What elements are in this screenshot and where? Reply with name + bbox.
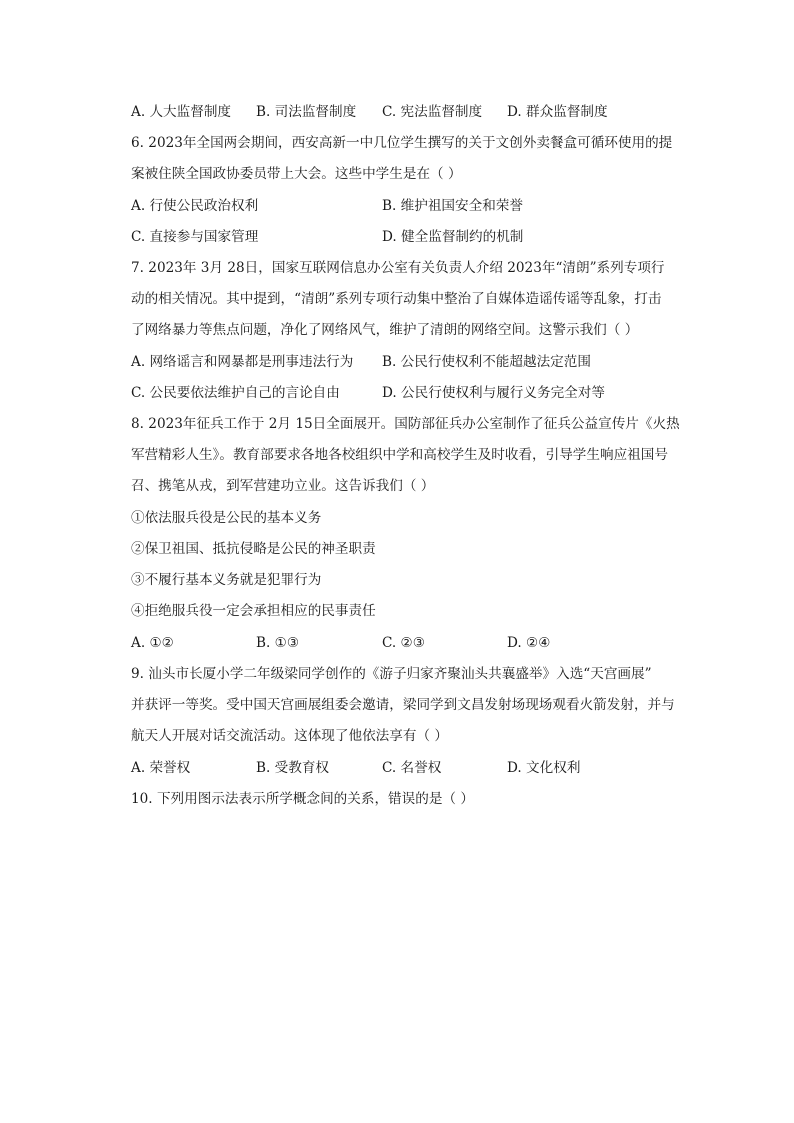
q8-option-c[interactable]: C. ②③ xyxy=(382,635,425,651)
q7-option-d[interactable]: D. 公民行使权利与履行义务完全对等 xyxy=(382,385,605,401)
q9-option-a[interactable]: A. 荣誉权 xyxy=(131,760,191,776)
q6-option-d[interactable]: D. 健全监督制约的机制 xyxy=(382,229,524,245)
q6-option-c[interactable]: C. 直接参与国家管理 xyxy=(131,229,259,245)
q9-stem-line-3: 航天人开展对话交流活动。这体现了他依法享有（ ） xyxy=(131,728,448,744)
q9-option-d[interactable]: D. 文化权利 xyxy=(507,760,581,776)
q9-option-b[interactable]: B. 受教育权 xyxy=(256,760,330,776)
q7-option-a[interactable]: A. 网络谣言和网暴都是刑事违法行为 xyxy=(131,354,354,370)
q7-stem-line-1: 7. 2023年 3月 28日，国家互联网信息办公室有关负责人介绍 2023年“清朗”系列专项行 xyxy=(131,260,665,276)
q8-statement-1: ①依法服兵役是公民的基本义务 xyxy=(131,510,322,526)
q8-stem-line-3: 召、携笔从戎，到军营建功立业。这告诉我们（ ） xyxy=(131,478,435,494)
q6-option-a[interactable]: A. 行使公民政治权利 xyxy=(131,198,259,214)
q8-statement-2: ②保卫祖国、抵抗侵略是公民的神圣职责 xyxy=(131,541,376,557)
q5-option-d[interactable]: D. 群众监督制度 xyxy=(507,104,608,120)
q5-option-a[interactable]: A. 人大监督制度 xyxy=(131,104,232,120)
q8-stem-line-2: 军营精彩人生》。教育部要求各地各校组织中学和高校学生及时收看，引导学生响应祖国号 xyxy=(131,447,668,463)
q7-stem-line-3: 了网络暴力等焦点问题，净化了网络风气，维护了清朗的网络空间。这警示我们（ ） xyxy=(131,322,639,338)
q6-option-b[interactable]: B. 维护祖国安全和荣誉 xyxy=(382,198,523,214)
q8-option-b[interactable]: B. ①③ xyxy=(256,635,300,651)
q8-stem-line-1: 8. 2023年征兵工作于 2月 15日全面展开。国防部征兵办公室制作了征兵公益宣传片《火热 xyxy=(131,416,680,432)
q7-option-b[interactable]: B. 公民行使权利不能超越法定范围 xyxy=(382,354,591,370)
q9-option-c[interactable]: C. 名誉权 xyxy=(382,760,442,776)
q9-stem-line-2: 并获评一等奖。受中国天宫画展组委会邀请，梁同学到文昌发射场现场观看火箭发射，并与 xyxy=(131,697,675,713)
q6-stem-line-1: 6. 2023年全国两会期间，西安高新一中几位学生撰写的关于文创外卖餐盒可循环使用的提 xyxy=(131,135,673,151)
q7-stem-line-2: 动的相关情况。其中提到，“清朗”系列专项行动集中整治了自媒体造谣传谣等乱象，打击 xyxy=(131,291,662,307)
q8-option-d[interactable]: D. ②④ xyxy=(507,635,551,651)
q8-statement-3: ③不履行基本义务就是犯罪行为 xyxy=(131,572,322,588)
q5-option-c[interactable]: C. 宪法监督制度 xyxy=(382,104,483,120)
q9-stem-line-1: 9. 汕头市长厦小学二年级梁同学创作的《游子归家齐聚汕头共襄盛举》入选“天宫画展” xyxy=(131,666,652,682)
q8-option-a[interactable]: A. ①② xyxy=(131,635,174,651)
q5-option-b[interactable]: B. 司法监督制度 xyxy=(256,104,357,120)
q6-stem-line-2: 案被住陕全国政协委员带上大会。这些中学生是在（ ） xyxy=(131,166,462,182)
q7-option-c[interactable]: C. 公民要依法维护自己的言论自由 xyxy=(131,385,340,401)
q8-statement-4: ④拒绝服兵役一定会承担相应的民事责任 xyxy=(131,603,376,619)
q10-stem-line-1: 10. 下列用图示法表示所学概念间的关系，错误的是（ ） xyxy=(131,791,474,807)
